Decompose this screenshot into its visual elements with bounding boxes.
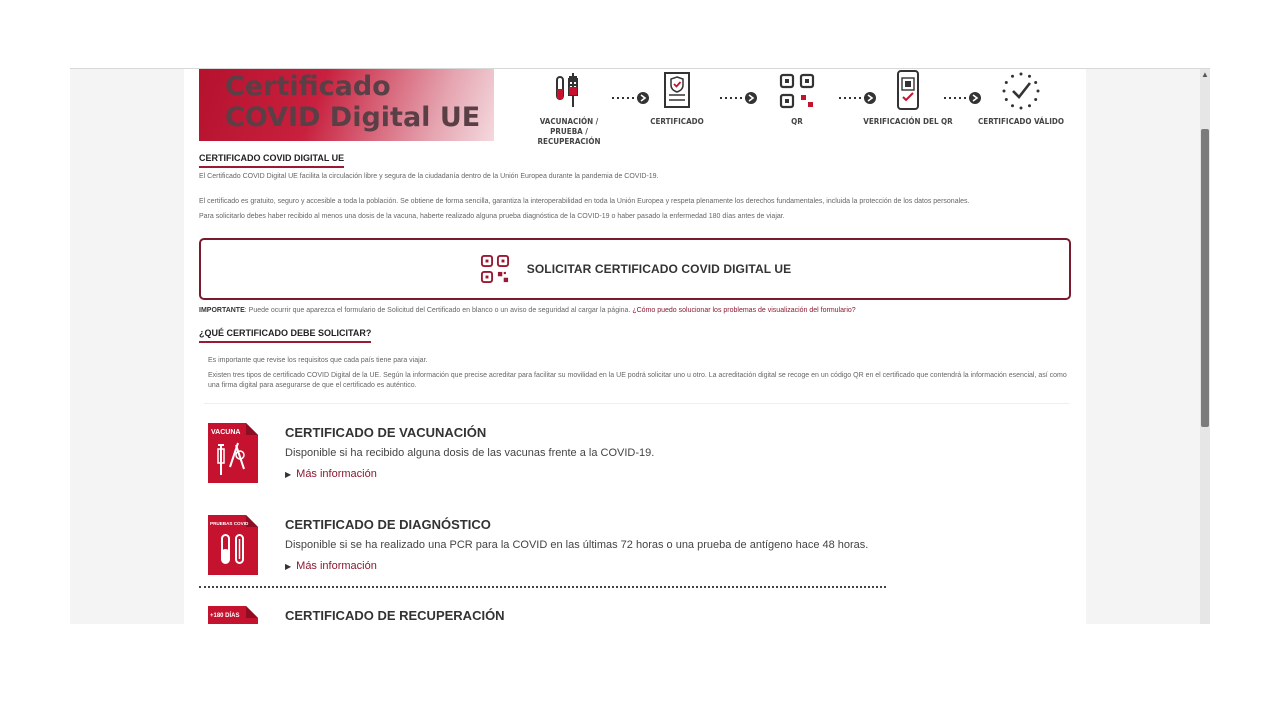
step-label: VACUNACIÓN / PRUEBA / RECUPERACIÓN [537, 117, 601, 146]
section-divider [204, 403, 1069, 404]
more-info-link[interactable] [285, 468, 377, 480]
step-valid-certificate [976, 69, 1066, 127]
step-label: CERTIFICADO VÁLIDO [978, 117, 1064, 126]
step-label: QR [791, 117, 803, 126]
request-certificate-button[interactable] [199, 238, 1071, 300]
svg-text:PRUEBAS COVID: PRUEBAS COVID [210, 521, 249, 526]
certificate-title: CERTIFICADO DE DIAGNÓSTICO [285, 517, 491, 532]
more-info-label: Más información [296, 468, 377, 480]
recovery-certificate-item [208, 606, 908, 624]
covid-certificate-banner [199, 69, 494, 141]
intro-paragraph: El Certificado COVID Digital UE facilita la circulación libre y segura de la ciudadanía dentro de la Unión Europea durante la pandemia de COVID-19. [199, 173, 659, 180]
intro-section-title: CERTIFICADO COVID DIGITAL UE [199, 153, 344, 168]
web-page [184, 69, 1086, 624]
vaccine-badge-icon [208, 423, 258, 483]
expand-triangle-icon: ▶ [285, 470, 292, 479]
more-info-label: Más información [296, 560, 377, 572]
certificate-title: CERTIFICADO DE VACUNACIÓN [285, 425, 487, 440]
diagnostic-certificate-item [208, 515, 908, 585]
svg-text:+180 DÍAS: +180 DÍAS [210, 613, 240, 619]
certificate-document-icon [655, 69, 699, 113]
certificate-title: CERTIFICADO DE RECUPERACIÓN [285, 608, 505, 623]
scrollbar-thumb[interactable] [1201, 129, 1209, 427]
step-qr [752, 69, 842, 127]
recovery-badge-icon [208, 606, 258, 624]
which-certificate-section-title: ¿QUÉ CERTIFICADO DEBE SOLICITAR? [199, 328, 371, 343]
important-text: : Puede ocurrir que aparezca el formulario de Solicitud del Certificado en blanco o un aviso de seguridad al cargar la página. [244, 307, 633, 314]
banner-title: Certificado COVID Digital UE [225, 71, 481, 133]
qr-code-icon [479, 253, 511, 285]
process-steps [524, 69, 1064, 146]
intro-paragraph: El certificado es gratuito, seguro y accesible a toda la población. Se obtiene de forma sencilla, garantiza la interoperabilidad en toda la Unión Europea y respeta plenamente los derechos fundamentales, incluida la protección de los datos personales. [199, 198, 970, 205]
browser-viewport [70, 68, 1210, 624]
covid-test-badge-icon [208, 515, 258, 575]
which-paragraph: Existen tres tipos de certificado COVID Digital de la UE. Según la información que precise acreditar para facilitar su movilidad en la UE podrá solicitar uno u otro. La acreditación digital se recoge en un código QR en el certificado que contendrá la información esencial, así como una firma digital para asegurarse de que el certificado es auténtico. [208, 372, 1067, 389]
certificate-description: Disponible si ha recibido alguna dosis de las vacunas frente a la COVID-19. [285, 447, 655, 459]
step-label: VERIFICACIÓN DEL QR [863, 117, 953, 126]
vertical-scrollbar[interactable] [1200, 69, 1210, 624]
step-qr-verification [863, 69, 953, 127]
eu-stars-check-icon [999, 69, 1043, 113]
more-info-link[interactable] [285, 560, 377, 572]
expand-triangle-icon: ▶ [285, 562, 292, 571]
phone-qr-icon [886, 69, 930, 113]
step-vaccination [524, 69, 614, 147]
request-certificate-label: SOLICITAR CERTIFICADO COVID DIGITAL UE [526, 262, 792, 276]
certificate-description: Disponible si se ha realizado una PCR para la COVID en las últimas 72 horas o una prueba de antígeno hace 48 horas. [285, 539, 869, 551]
dotted-separator [199, 586, 886, 588]
which-paragraph: Es importante que revise los requisitos que cada país tiene para viajar. [208, 357, 428, 364]
intro-paragraph: Para solicitarlo debes haber recibido al menos una dosis de la vacuna, haberte realizado alguna prueba diagnóstica de la COVID-19 o haber pasado la enfermedad 180 días antes de viajar. [199, 213, 785, 220]
step-certificate [632, 69, 722, 127]
important-notice [199, 307, 1079, 314]
form-troubleshooting-link[interactable]: ¿Cómo puedo solucionar los problemas de visualización del formulario? [632, 307, 856, 314]
syringe-test-tube-icon [547, 69, 591, 113]
qr-code-icon [775, 69, 819, 113]
scroll-up-arrow-icon[interactable]: ▲ [1201, 70, 1209, 79]
svg-text:VACUNA: VACUNA [211, 429, 241, 436]
step-label: CERTIFICADO [650, 117, 704, 126]
important-prefix: IMPORTANTE [199, 307, 245, 314]
vaccination-certificate-item [208, 423, 908, 493]
